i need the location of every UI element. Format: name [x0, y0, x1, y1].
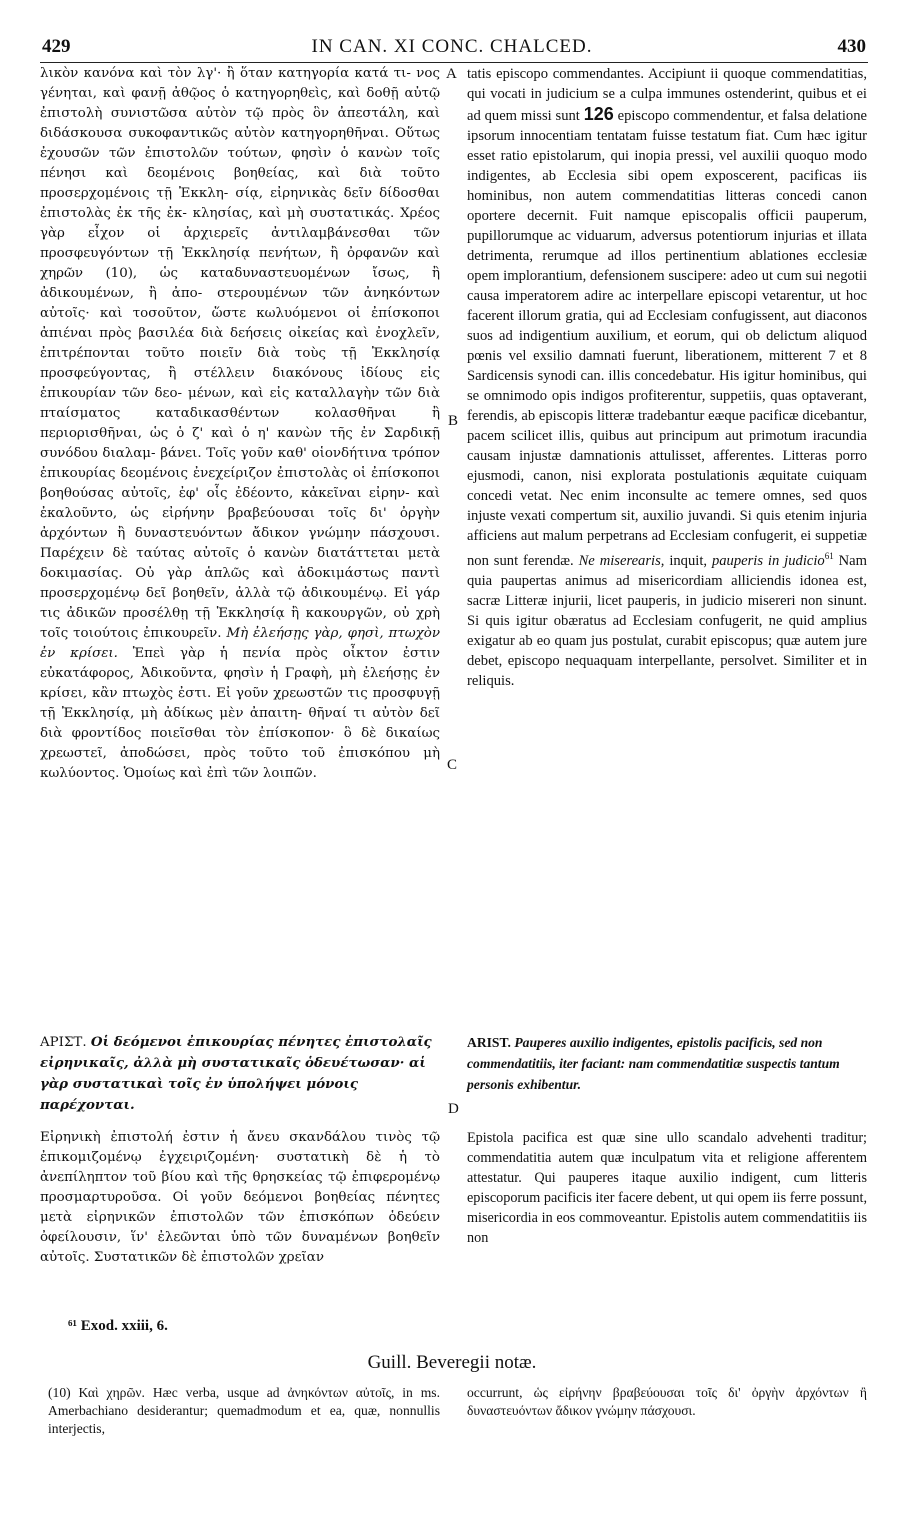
arist-latin-label: ARIST.: [467, 1035, 511, 1050]
arist-greek-text: Οἱ δεόμενοι ἐπικουρίας πένητες ἐπιστολαῖς εἰρηνικαῖς, ἀλλὰ μὴ συστατικαῖς ὁδευέτωσαν· αἱ γὰρ συστατικαὶ τοῖς ἐν ὑπολήψει μόνοις παρέχονται.: [40, 1034, 432, 1113]
greek-commentary-text-2: Ἐπεὶ γὰρ ἡ πενία πρὸς οἶκτον ἐστιν εὐκατάφορος, Ἀδικοῦντα, φησὶν ἡ Γραφὴ, μὴ ἐλεήσῃς ἐν κρίσει, κἂν πτωχὸς ἐστι. Εἰ γοῦν χρεωστῶν τις προσφυγῇ τῇ Ἐκκλησίᾳ, μὴ ἀδίκως μὲν ἀπαιτη- θῆναί τι αὐτὸν δεῖ διὰ φροντίδος ποιεῖσθαι τὸν ἐπίσκοπον· ὃ δὲ δικαίως χρεωστεῖ, ἀποδώσει, πρὸς τοῦτο τοῦ ἐπισκόπου μὴ κωλύοντος. Ὁμοίως καὶ ἐπὶ τῶν λοιπῶν.: [40, 646, 440, 781]
greek-commentary: [40, 64, 440, 989]
footnote-ref: 61: [824, 551, 834, 561]
greek-paragraph-2: [40, 1128, 440, 1298]
arist-latin: [467, 1032, 867, 1095]
arist-latin-text: Pauperes auxilio indigentes, epistolis pacificis, sed non commendatitiis, iter faciant: nam commendatitiæ suspectis tantum personis exhibentur.: [467, 1035, 840, 1092]
latin-paragraph-2-text: Epistola pacifica est quæ sine ullo scandalo advehenti traditur; commendatitia autem quæ inculpatum vita et religione afferentem attestatur. Qui pauperes itaque auxilio indigent, cum litteris episcoporum pacificis iter facere debent, ut qui opem iis ferre possunt, misericordia in eos commoveantur. Epistolis autem commendatitiis iis non: [467, 1130, 867, 1246]
latin-scripture-quote-2: pauperis in judicio: [711, 552, 825, 569]
latin-paragraph-2: [467, 1128, 867, 1298]
latin-inquit: inquit,: [669, 552, 708, 569]
note-right: occurrunt, ὡς εἰρήνην βραβεύουσαι τοῖς δι' ὀργὴν ἀρχόντων ἢ δυναστευόντων ἄδικον γνώμην πάσχουσι.: [467, 1385, 867, 1418]
notes-heading: Guill. Beveregii notæ.: [367, 1352, 537, 1373]
column-number: 126: [583, 104, 614, 124]
note-left: (10) Καὶ χηρῶν. Hæc verba, usque ad ἀνηκόντων αὐτοῖς, in ms. Amerbachiano desiderantur; quemadmodum et ea, quæ, nonnullis interjectis,: [48, 1385, 440, 1436]
footnote: ⁶¹ Exod. xxiii, 6.: [68, 1318, 168, 1334]
greek-commentary-text: λικὸν κανόνα καὶ τὸν λγ'· ἢ ὅταν κατηγορία κατά τι- νος γένηται, καὶ φανῇ ἀθῷος ὁ κατηγορηθεὶς, καὶ δοθῇ αὐτῷ ἐπιστολὴ συνιστῶσα αὐτὸν τῷ πρὸς ὃν ἀπεστάλη, καὶ διδάσκουσα συκοφαντικῶς αὐτὸν κατηγορηθῆναι. Οὕτως ἐχουσῶν τῶν ἐπιστολῶν τούτων, φησὶν ὁ κανὼν τοῖς πένησι καὶ δεομένοις βοηθείας, καὶ διὰ τοῦτο προσερχομένοις τῇ Ἐκκλη- σίᾳ, εἰρηνικὰς δεῖν δίδοσθαι ἐπιστολὰς ἐκ τῆς ἐκ- κλησίας, καὶ μὴ συστατικάς. Χρέος γὰρ εἶχον οἱ ἀρχιερεῖς ἀντιλαμβάνεσθαι τῶν προσφευγόντων τῇ Ἐκκλησίᾳ πενήτων, ἢ ὀρφανῶν καὶ χηρῶν (10), ὡς καταδυναστευομένων ἴσως, ἢ ἀδικουμένων, ἢ ἀπο- στερουμένων τῶν ἀνηκόντων αὐτοῖς· καὶ τοσοῦτον, ὥστε κωλυόμενοι οἱ ἐπίσκοποι ἀπιέναι πρὸς βασιλέα διὰ δεήσεις οἰκείας καὶ ἐνοχλεῖν, ἐπιτρέπονται τοῦτο ποιεῖν διὰ τοὺς τῇ Ἐκκλησίᾳ προσφεύγοντας, ἢ στέλλειν διακόνους ἰδίους εἰς ἐπικουρίαν τῶν δεο- μένων, καὶ εἰς καταλλαγὴν τῶν διὰ πταίσματος καταδικασθέντων κολασθῆναι ἢ περιορισθῆναι, ὡς ὁ ζ' καὶ ὁ η' κανὼν τῆς ἐν Σαρδικῇ συνόδου διαλαμ- βάνει. Τοῖς γοῦν καθ' οἱονδήτινα τρόπον ἐπικουρίας δεομένοις ἐνεχείριζον ἐπιστολὰς οἱ ἐπίσκοποι βοηθούσας αὐτοῖς, ἐφ' οἷς ἐδέοντο, κἀκεῖναι εἰρην- καὶ ἐκαλοῦντο, ὡς εἰρήνην βραβεύουσαι τοῖς δι' ὀργὴν ἀρχόντων ἢ δυναστευόντων ἄδικον γνώμην πάσχουσι. Παρέχειν δὲ ταύτας αὐτοῖς ὁ κανὼν διατάττεται μετὰ δοκιμασίας. Οὐ γὰρ ἁπλῶς καὶ ἀδοκιμάστως παντὶ προσερχομένῳ δεῖ βοηθεῖν, ἀλλὰ τῷ ἀδικουμένῳ. Εἰ γάρ τις ἀδικῶν προσέλθῃ τῇ Ἐκκλησίᾳ ἢ κακουργῶν, οὐ χρὴ τοῖς τοιούτοις ἐπικουρεῖν.: [40, 66, 440, 641]
margin-letter-b: B: [448, 413, 459, 429]
latin-translation-text-2: episcopo commendentur, et falsa delatione ipsorum innocentiam tentatam fuisse testatum fiat. Cum hæc igitur esset ratio epistolarum, qui inopia pressi, vel auxilii quoquo modo indigentes, ab Ecclesia sibi opem exposcerent, pacificas iis hominibus, non autem commendatitias litteras concedi canon oportere decernit. Fuit namque episcopalis officii pauperum, pupillorumque ac viduarum, adversus potentiorum injurias et illata detrimenta, rerumque ad illos pertinentium ablationes ecclesiæ opem implorantium, defensionem suscipere: adeo ut cum sui negotii causa imperatorem adire ac interpellare episcopi vetarentur, ut hoc facerent illorum gratia, qui ad Ecclesiam confugissent, aut diaconos suos ad indigentium auxilium, et eorum, qui ob delictum aliquod pœnis vel exsilio damnati fuerunt, liberationem, mitterent 7 et 8 Sardicensis synodi can. illis concedebatur. His igitur hominibus, qui se omnimodo opis indigos profiterentur, suppetiis, quas optaverant, ferendis, ab episcopis litteræ tradebantur eæque pacificæ dicebantur, pacem scilicet illis, quibus aut principum aut primotum iracundia causam injustæ damnationis attulisset, afferentes. Litteras porro ejusmodi, canon, nisi explorata postulationis æquitate cuiquam concedi vetat. Nec enim inconsulte ac temere omnes, sed quos injuste vexati compertum sit, auxilio juvandi. Si quis etenim injuria afficiens aut malum perpetrans ad Ecclesiam confugerit, ei suppetiæ non sunt ferendæ.: [467, 108, 867, 569]
latin-translation-text: tatis episcopo commendantes. Accipiunt ii quoque commendatitias, qui vocati in judicium se a culpa immunes ostenderint, quibus et ei ad quem missi sunt: [467, 66, 867, 124]
margin-letter-c: C: [447, 757, 458, 773]
arist-greek-label: ΑΡΙΣΤ.: [40, 1035, 87, 1050]
latin-translation-text-3: Nam quia paupertas animus ad misericordiam alliciendis idonea est, sacræ Litteræ injurii, licet pauperis, in judicio misereri non sinunt. Si quis igitur obæratus ad Ecclesiam confugerit, ne quid amplius exigatur ab eo quam jus postulat, curabit episcopus; quæ autem jure debet, episcopo nequaquam interpellante, persolvet. Similiter et in reliquis.: [467, 552, 867, 689]
margin-letter-d: D: [448, 1101, 459, 1117]
margin-letter-a: A: [446, 66, 457, 82]
latin-translation: [467, 64, 867, 1024]
greek-paragraph-2-text: Εἰρηνικὴ ἐπιστολή ἐστιν ἡ ἄνευ σκανδάλου τινὸς τῷ ἐπικομιζομένῳ ἐγχειριζομένη· συστατικὴ δὲ ἡ τὸ ἀνεπίληπτον τοῦ βίου καὶ τῆς θρησκείας τῷ ἐπιφερομένῳ προσμαρτυροῦσα. Οἱ γοῦν δεόμενοι βοηθείας πένητες μετὰ εἰρηνικῶν ἐπιστολῶν τῶν ἐπισκόπων ὁδεύειν ὀφείλουσιν, ἵν' ἐλεῶνται ὑπὸ τῶν δυναμένων βοηθεῖν αὐτοῖς. Συστατικῶν δὲ ἐπιστολῶν χρεῖαν: [40, 1130, 440, 1265]
arist-greek: [40, 1032, 440, 1116]
page-number-right: 430: [837, 36, 866, 57]
running-header: [0, 36, 904, 62]
running-title: IN CAN. XI CONC. CHALCED.: [311, 36, 593, 57]
page-number-left: 429: [42, 36, 71, 57]
greek-scripture-quote: Μὴ ἐλεήσῃς γὰρ, φησὶ, πτωχὸν ἐν κρίσει.: [40, 626, 440, 661]
header-rule: [40, 62, 868, 63]
latin-scripture-quote: Ne miserearis,: [578, 552, 665, 569]
